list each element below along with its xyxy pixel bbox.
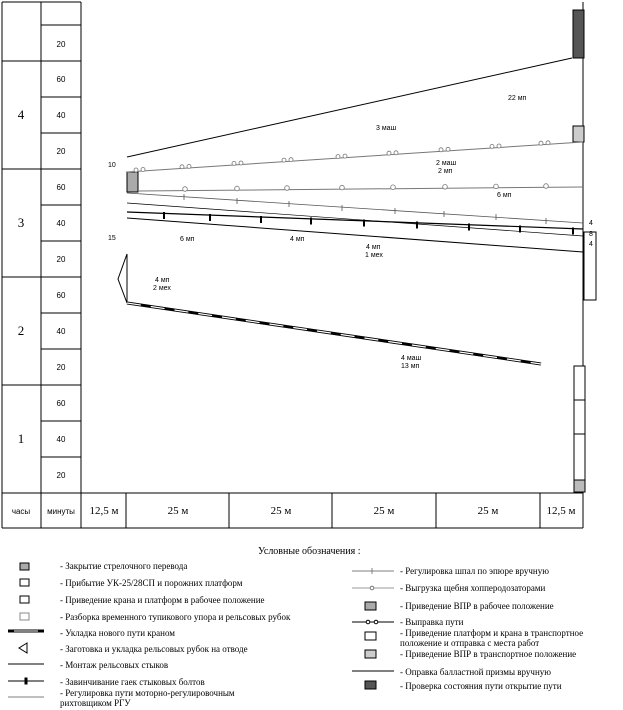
legend-item: - Приведение ВПР в транспортное положение bbox=[400, 649, 577, 659]
rail-cuts-triangle bbox=[118, 254, 127, 303]
label-2meh: 2 мех bbox=[153, 285, 171, 292]
bolt-tightening-line bbox=[127, 212, 583, 229]
legend-item: - Регулировка пути моторно-регулировочным рихтовщиком РГУ bbox=[60, 688, 235, 708]
check-open-track-block bbox=[573, 10, 584, 58]
legend-item: - Выгрузка щебня хопперодозаторами bbox=[400, 583, 546, 593]
hour-label: 4 bbox=[17, 107, 25, 122]
minute-label: 40 bbox=[56, 435, 66, 444]
vpr-work-icon bbox=[365, 602, 376, 610]
minute-label: 20 bbox=[56, 363, 66, 372]
label-4mash: 4 маш bbox=[401, 355, 422, 362]
minute-label: 20 bbox=[56, 255, 66, 264]
vpr-work-block bbox=[127, 172, 138, 192]
legend-item: - Укладка нового пути краном bbox=[60, 628, 175, 638]
crane-work-block bbox=[574, 366, 585, 400]
segment-length: 25 м bbox=[270, 505, 292, 517]
minute-label: 60 bbox=[56, 291, 66, 300]
legend-item: - Завинчивание гаек стыковых болтов bbox=[60, 677, 205, 687]
minute-label: 40 bbox=[56, 111, 66, 120]
legend-item: - Приведение крана и платформ в рабочее положение bbox=[60, 595, 265, 605]
rail-joint-line bbox=[127, 218, 583, 252]
label-4mp-left: 4 мп bbox=[155, 277, 170, 284]
minute-label: 40 bbox=[56, 219, 66, 228]
legend-title: Условные обозначения : bbox=[258, 546, 361, 557]
segment-length: 25 м bbox=[167, 505, 189, 517]
label-6mp-left: 6 мп bbox=[180, 236, 195, 243]
minute-label: 60 bbox=[56, 75, 66, 84]
right-label-4b: 4 bbox=[589, 241, 593, 248]
vpr-transport-icon bbox=[365, 650, 376, 658]
switch-closure-block bbox=[574, 480, 585, 492]
minute-label: 20 bbox=[56, 471, 66, 480]
stop-dismantle-icon bbox=[20, 613, 29, 620]
legend-item: - Регулировка шпал по эпюре вручную bbox=[400, 566, 549, 576]
legend-item: - Приведение платформ и крана в транспортное положение и отправка с места работ bbox=[400, 628, 584, 648]
legend-item: - Выправка пути bbox=[400, 617, 464, 627]
label-6mp-right: 6 мп bbox=[497, 192, 512, 199]
hour-label: 3 bbox=[17, 215, 25, 230]
crane-laying-line bbox=[127, 303, 541, 364]
vpr-transport-block bbox=[573, 126, 584, 142]
legend-item: - Оправка балластной призмы вручную bbox=[400, 667, 551, 677]
legend-item: - Заготовка и укладка рельсовых рубок на отводе bbox=[60, 644, 248, 654]
hour-label: 1 bbox=[17, 431, 25, 446]
rail-cuts-icon bbox=[19, 643, 27, 653]
label-2mash: 2 маш bbox=[436, 160, 457, 167]
minute-label: 40 bbox=[56, 327, 66, 336]
crane-work-icon bbox=[20, 596, 29, 603]
hour-label: 2 bbox=[17, 323, 25, 338]
right-label-4a: 4 bbox=[589, 220, 593, 227]
segment-length: 12,5 м bbox=[546, 505, 576, 517]
right-label-8: 8 bbox=[589, 231, 593, 238]
row-label-10: 10 bbox=[108, 162, 116, 169]
segment-length: 25 м bbox=[373, 505, 395, 517]
label-4mp-center: 4 мп bbox=[290, 236, 305, 243]
segment-length: 25 м bbox=[477, 505, 499, 517]
legend-item: - Приведение ВПР в рабочее положение bbox=[400, 601, 554, 611]
ballast-prism-line bbox=[127, 58, 572, 157]
legend-item: - Проверка состояния пути открытие пути bbox=[400, 681, 562, 691]
minute-label: 60 bbox=[56, 399, 66, 408]
label-4mp-right: 4 мп bbox=[366, 244, 381, 251]
legend-item: - Прибытие УК-25/28СП и порожних платформ bbox=[60, 578, 243, 588]
platform-transport-icon bbox=[365, 632, 376, 640]
minute-label: 20 bbox=[56, 147, 66, 156]
segment-length: 12,5 м bbox=[89, 505, 119, 517]
ballast-unloading-line bbox=[138, 187, 583, 191]
label-13mp: 13 мп bbox=[401, 363, 420, 370]
footer-minutes-label: минуты bbox=[47, 507, 75, 516]
crane-arrival-block bbox=[574, 434, 585, 480]
crane-work-block bbox=[574, 400, 585, 434]
row-label-15: 15 bbox=[108, 235, 116, 242]
label-3mash: 3 маш bbox=[376, 125, 397, 132]
minute-label: 20 bbox=[56, 40, 66, 49]
label-22mp: 22 мп bbox=[508, 95, 527, 102]
label-1meh: 1 мех bbox=[365, 252, 383, 259]
open-track-icon bbox=[365, 681, 376, 689]
label-2mp: 2 мп bbox=[438, 168, 453, 175]
footer-hours-label: часы bbox=[11, 507, 31, 516]
track-straightening-line bbox=[127, 142, 583, 172]
minute-label: 60 bbox=[56, 183, 66, 192]
switch-closure-icon bbox=[20, 563, 29, 570]
crane-arrival-icon bbox=[20, 579, 29, 586]
legend-item: - Закрытие стрелочного перевода bbox=[60, 561, 188, 571]
legend-item: - Монтаж рельсовых стыков bbox=[60, 660, 169, 670]
legend-item: - Разборка временного тупикового упора и рельсовых рубок bbox=[60, 612, 291, 622]
